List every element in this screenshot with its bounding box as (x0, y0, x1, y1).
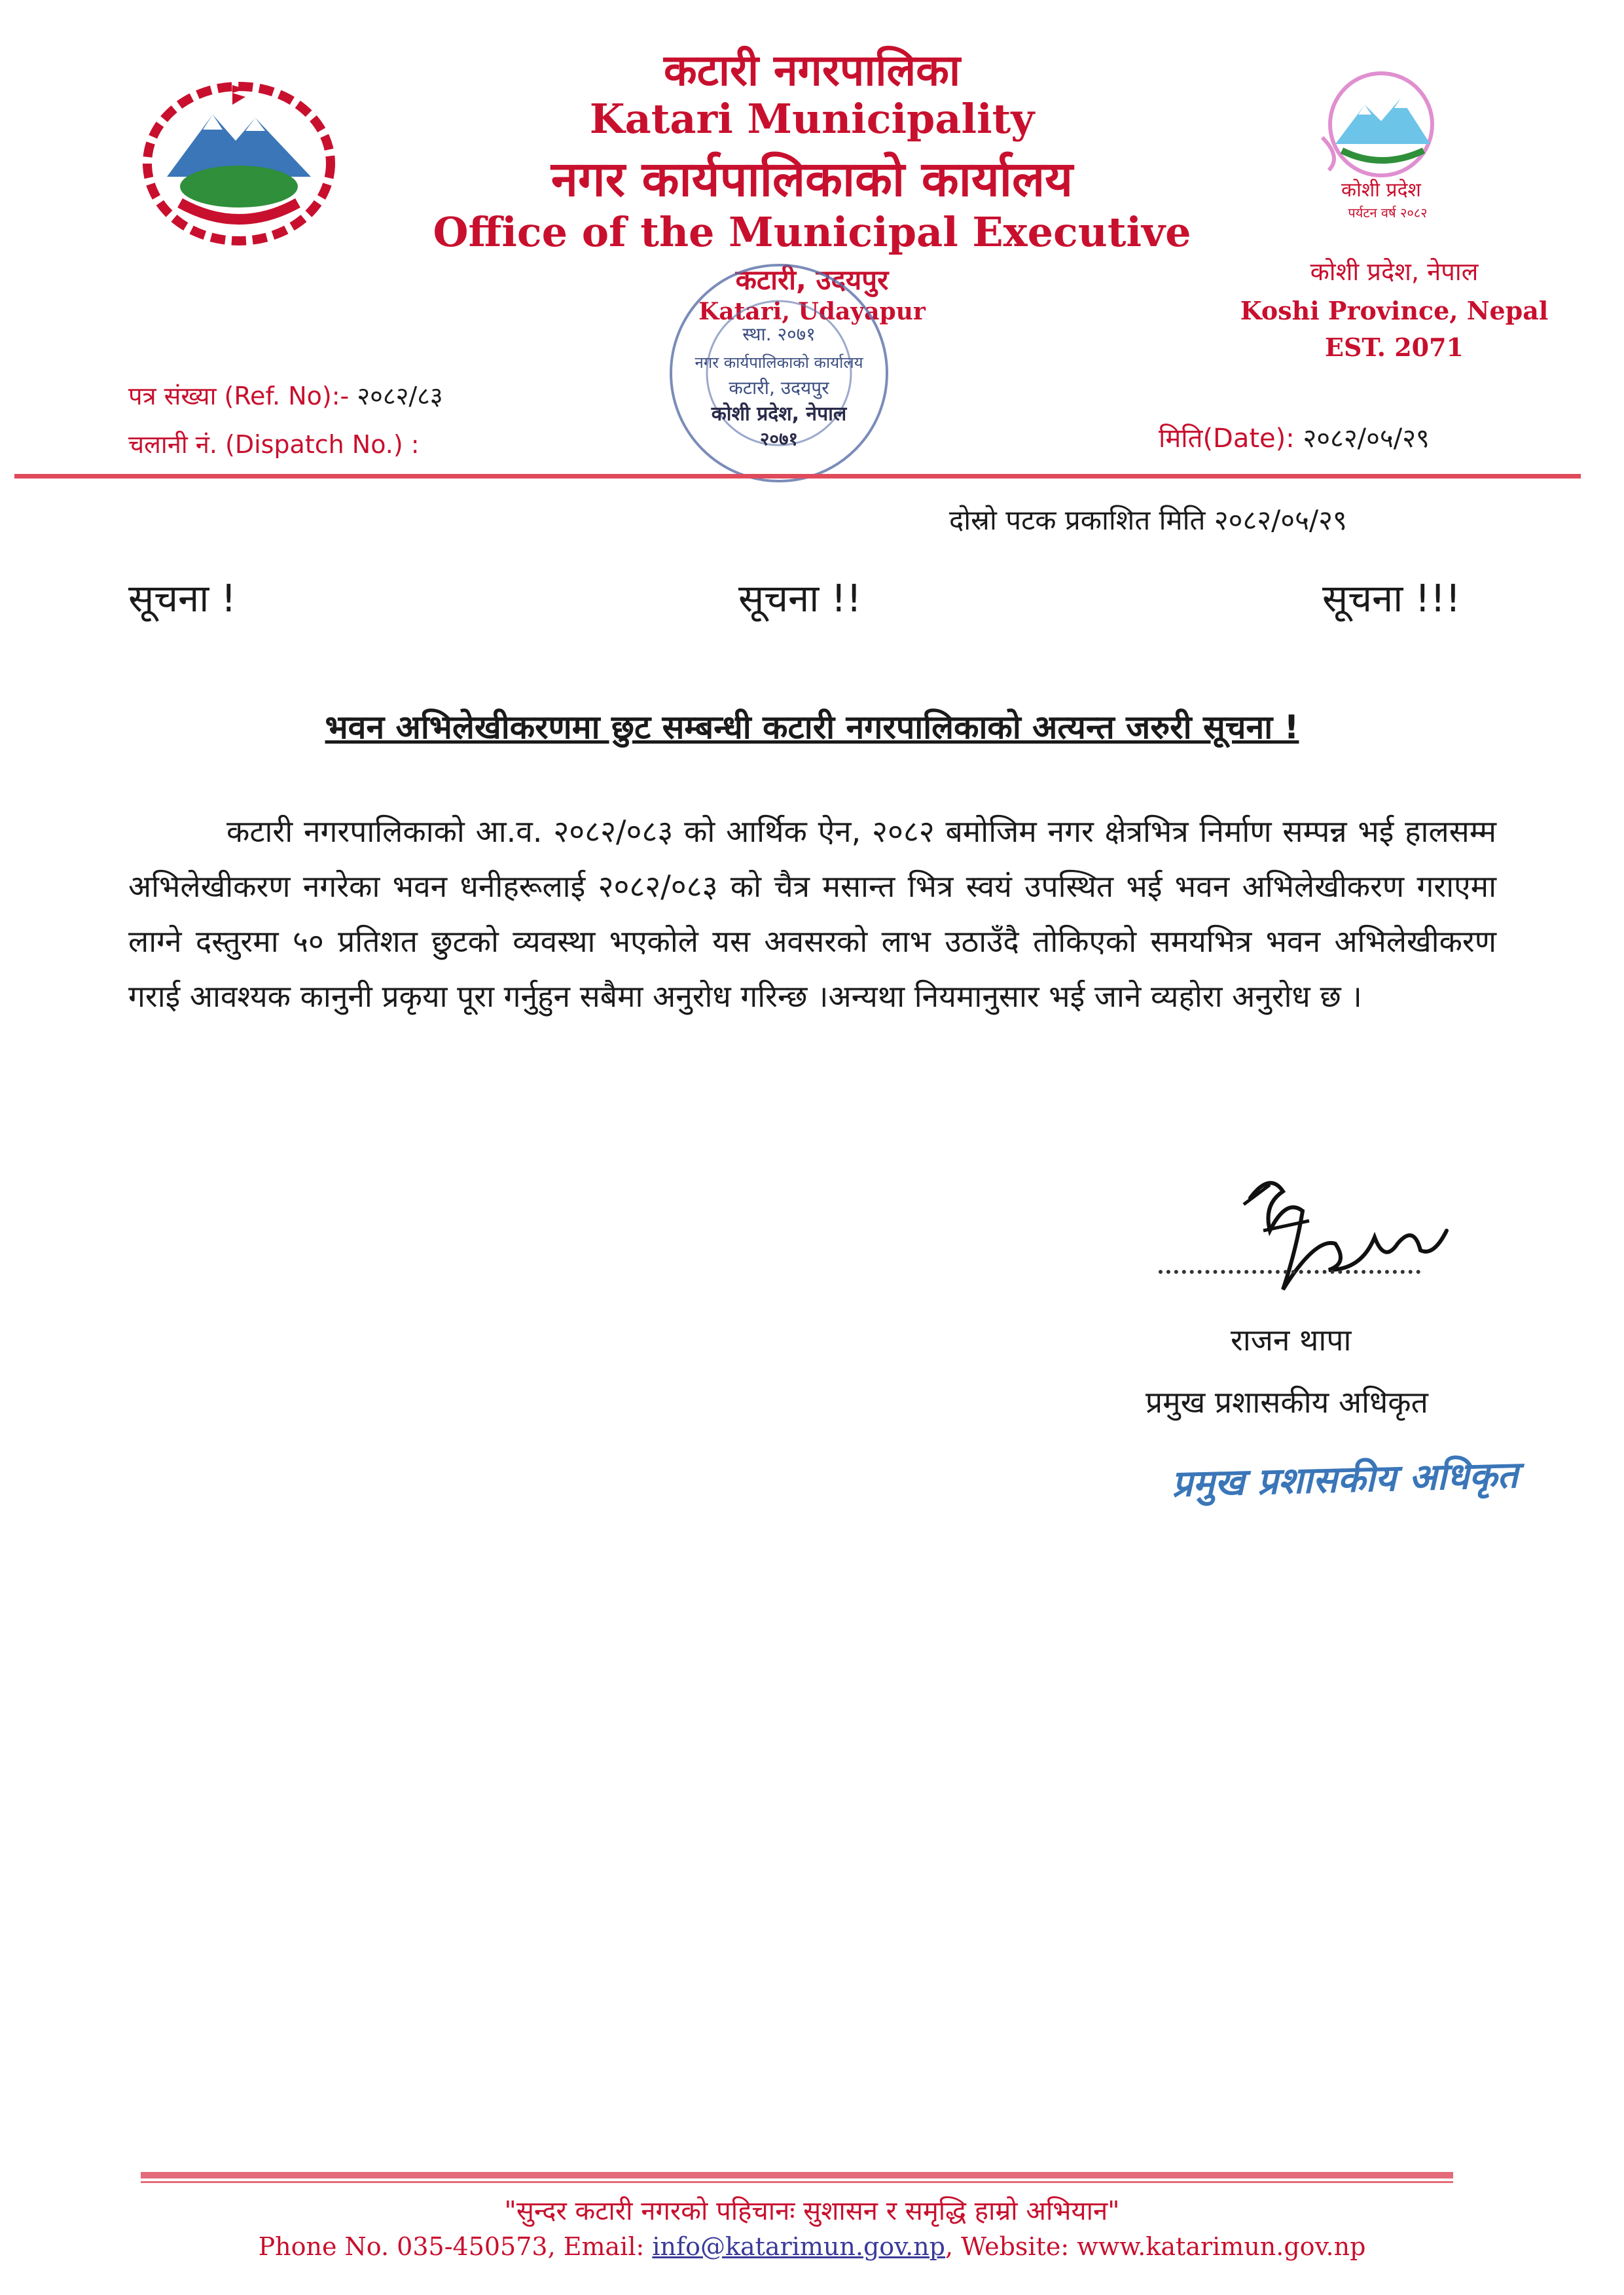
notice-heading-2: सूचना !! (738, 576, 862, 621)
ref-label: पत्र संख्या (Ref. No):- (128, 382, 350, 410)
notice-body: कटारी नगरपालिकाको आ.व. २०८२/०८३ को आर्थिक ऐन, २०८२ बमोजिम नगर क्षेत्रभित्र निर्माण सम्पन्न भई हालसम्म अभिलेखीकरण नगरेका भवन धनीहरूलाई २०८२/०८३ को चैत्र मसान्त भित्र स्वयं उपस्थित भई भवन अभिलेखीकरण गराएमा लाग्ने दस्तुरमा ५० प्रतिशत छुटको व्यवस्था भएकोले यस अवसरको लाभ उठाउँदै तोकिएको समयभित्र भवन अभिलेखीकरण गराई आवश्यक कानुनी प्रकृया पूरा गर्नुहुन सबैमा अनुरोध गरिन्छ ।अन्यथा नियमानुसार भई जाने व्यहोरा अनुरोध छ । (128, 814, 1496, 1014)
signer-title: प्रमुख प्रशासकीय अधिकृत (1146, 1384, 1428, 1420)
stamp-line-est: स्था. २०७१ (742, 323, 816, 345)
koshi-logo-text: कोशी प्रदेश (1341, 179, 1421, 202)
footer-phone: Phone No. 035-450573, Email: (258, 2232, 645, 2261)
stamp-line-province: कोशी प्रदेश, नेपाल (711, 403, 847, 425)
dispatch-label: चलानी नं. (Dispatch No.) : (128, 430, 420, 459)
place-ne: कटारी, उदयपुर (735, 264, 889, 296)
handwritten-signature (1224, 1159, 1460, 1329)
footer-email-link[interactable]: info@katarimun.gov.np (652, 2232, 945, 2261)
footer-contact (0, 2232, 1624, 2261)
stamp-line-place: कटारी, उदयपुर (729, 377, 829, 399)
province-en: Koshi Province, Nepal (1240, 296, 1549, 325)
signer-title-stamp: प्रमुख प्रशासकीय अधिकृत (1171, 1454, 1519, 1506)
signer-name: राजन थापा (1231, 1322, 1352, 1358)
office-name-ne: नगर कार्यपालिकाको कार्यालय (550, 151, 1074, 208)
established-year: EST. 2071 (1324, 333, 1464, 362)
stamp-line-year: २०७१ (759, 428, 799, 450)
stamp-line-office: नगर कार्यपालिकाको कार्यालय (695, 353, 863, 372)
header-divider (14, 474, 1581, 479)
footer-slogan: "सुन्दर कटारी नगरको पहिचानः सुशासन र समृद्धि हाम्रो अभियान" (504, 2196, 1120, 2226)
place-en: Katari, Udayapur (698, 298, 926, 325)
signature-line (1159, 1270, 1420, 1274)
ref-value: २०८२/८३ (357, 382, 443, 410)
municipality-name-ne: कटारी नगरपालिका (663, 45, 961, 96)
date (1159, 419, 1430, 455)
footer-divider-thin (141, 2181, 1453, 2183)
province-ne: कोशी प्रदेश, नेपाल (1310, 257, 1479, 286)
date-label: मिति(Date): (1159, 424, 1295, 454)
notice-subject: भवन अभिलेखीकरणमा छुट सम्बन्धी कटारी नगरपालिकाको अत्यन्त जरुरी सूचना ! (325, 708, 1299, 746)
office-name-en: Office of the Municipal Executive (433, 208, 1191, 256)
date-value: २०८२/०५/२९ (1303, 424, 1430, 454)
koshi-logo-subtext: पर्यटन वर्ष २०८२ (1348, 205, 1428, 221)
office-round-stamp (655, 249, 903, 497)
notice-heading-3: सूचना !!! (1322, 576, 1461, 621)
ref-number (128, 378, 443, 412)
notice-heading-1: सूचना ! (128, 576, 236, 621)
republished-date: दोस्रो पटक प्रकाशित मिति २०८२/०५/२९ (949, 504, 1347, 536)
municipality-name-en: Katari Municipality (589, 95, 1035, 143)
footer-divider (141, 2172, 1453, 2178)
footer-website: , Website: www.katarimun.gov.np (945, 2232, 1366, 2261)
